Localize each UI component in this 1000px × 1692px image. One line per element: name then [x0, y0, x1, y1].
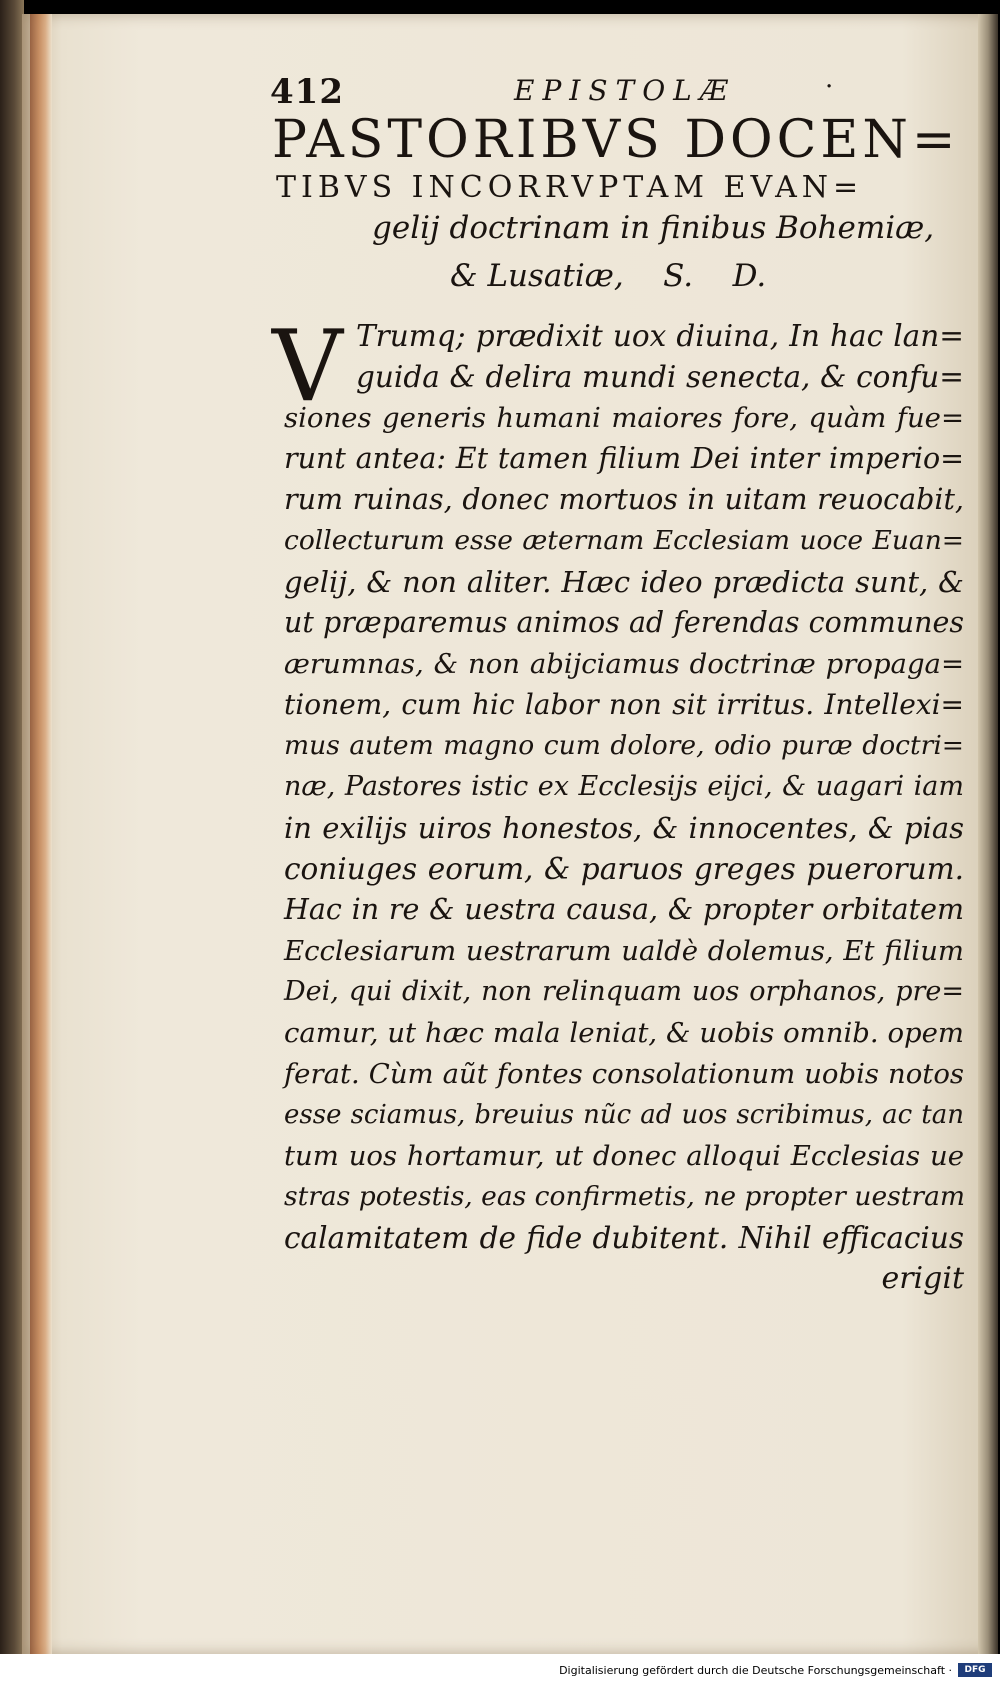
body-line: tionem, cum hic labor non sit irritus. Intellexi= [284, 688, 964, 721]
body-line: collecturum esse æternam Ecclesiam uoce Euan= [284, 525, 964, 556]
body-line: ferat. Cùm aũt fontes consolationum uobis notos [284, 1058, 964, 1090]
body-line: coniuges eorum, & paruos greges puerorum. [284, 852, 964, 886]
page-right-edge [978, 14, 998, 1654]
body-line: gelij, & non aliter. Hæc ideo prædicta sunt, & [284, 565, 964, 599]
heading-line-1: PASTORIBVS DOCEN= [272, 110, 960, 170]
page-number: 412 [270, 72, 344, 112]
body-line: næ, Pastores istic ex Ecclesijs eijci, & uagari iam [284, 771, 964, 802]
body-line: esse sciamus, breuius nũc ad uos scribimus, ac tan [284, 1100, 964, 1130]
body-line: calamitatem de fide dubitent. Nihil efficacius [284, 1221, 964, 1255]
running-head [270, 72, 834, 112]
running-head-dot: · [825, 72, 834, 102]
body-line: Hac in re & uestra causa, & propter orbitatem [284, 893, 964, 926]
heading-line-3: gelij doctrinam in finibus Bohemiæ, [372, 210, 935, 246]
body-line: guida & delira mundi senecta, & confu= [356, 360, 964, 394]
body-line: Ecclesiarum uestrarum ualdè dolemus, Et filium [284, 935, 964, 967]
body-line: Dei, qui dixit, non relinquam uos orphanos, pre= [284, 976, 964, 1007]
footer-bar [0, 1654, 1000, 1692]
body-line: runt antea: Et tamen filium Dei inter imperio= [284, 442, 964, 475]
running-title: EPISTOLÆ [514, 74, 736, 107]
body-line: in exilijs uiros honestos, & innocentes, & pias [284, 811, 964, 845]
body-line: stras potestis, eas confirmetis, ne propter uestram [284, 1181, 965, 1212]
page-gutter-edge [30, 14, 52, 1654]
body-line: siones generis humani maiores fore, quàm fue= [284, 402, 964, 434]
body-line: ærumnas, & non abijciamus doctrinæ propaga= [284, 648, 964, 680]
body-line: rum ruinas, donec mortuos in uitam reuocabit, [284, 483, 964, 516]
dfg-logo: DFG [958, 1663, 992, 1677]
drop-cap: V [272, 310, 343, 424]
digitization-credit: Digitalisierung gefördert durch die Deutsche Forschungsgemeinschaft · [559, 1664, 952, 1677]
body-line: tum uos hortamur, ut donec alloqui Ecclesias ue [284, 1140, 964, 1172]
body-line: camur, ut hæc mala leniat, & uobis omnib. opem [284, 1017, 964, 1049]
catchword: erigit [881, 1261, 964, 1296]
body-line: ut præparemus animos ad ferendas communes [284, 606, 964, 639]
book-spine [0, 0, 24, 1692]
body-line: mus autem magno cum dolore, odio puræ doctri= [284, 730, 964, 761]
body-line: Trumq; prædixit uox diuina, In hac lan= [356, 319, 964, 353]
heading-line-4: & Lusatiæ, S. D. [450, 258, 767, 294]
heading-line-2: TIBVS INCORRVPTAM EVAN= [276, 170, 864, 205]
